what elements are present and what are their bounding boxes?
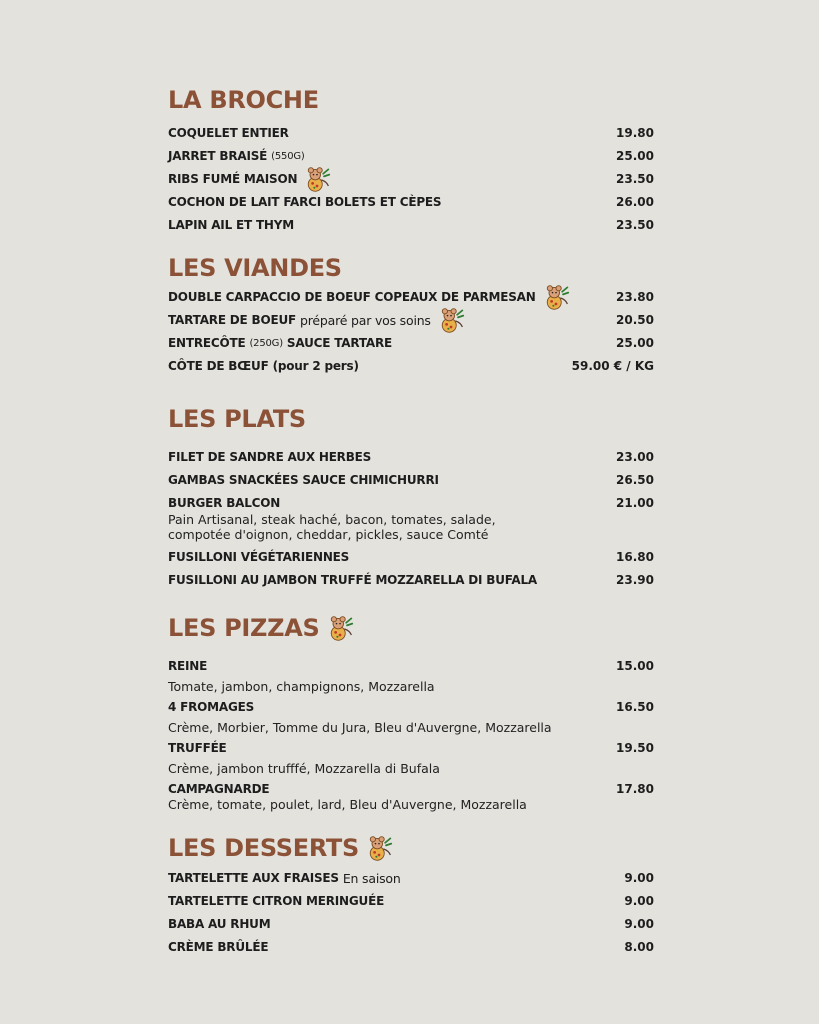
item-name: ENTRECÔTE (250G) SAUCE TARTARE	[168, 336, 393, 350]
item-price: 17.80	[616, 782, 654, 796]
item-price: 23.50	[616, 218, 654, 232]
chef-mascot-icon	[365, 834, 393, 862]
menu-item	[168, 915, 654, 933]
item-price: 9.00	[624, 871, 654, 885]
menu-item	[168, 193, 654, 211]
section-title: LES DESSERTS	[168, 834, 393, 862]
menu-item	[168, 494, 654, 512]
section-title: LES PIZZAS	[168, 614, 354, 642]
item-name: TARTELETTE CITRON MERINGUÉE	[168, 894, 385, 908]
menu-item	[168, 571, 654, 589]
item-name: CRÈME BRÛLÉE	[168, 940, 269, 954]
menu-item	[168, 892, 654, 910]
menu-item	[168, 471, 654, 489]
item-price: 20.50	[616, 313, 654, 327]
chef-mascot-icon	[303, 165, 331, 193]
item-price: 25.00	[616, 149, 654, 163]
item-weight-note: (250G)	[249, 337, 283, 349]
item-name: FUSILLONI AU JAMBON TRUFFÉ MOZZARELLA DI BUFALA	[168, 573, 538, 587]
item-description: Crème, tomate, poulet, lard, Bleu d'Auvergne, Mozzarella	[168, 797, 527, 812]
item-name-suffix: SAUCE TARTARE	[286, 336, 393, 350]
item-name: BURGER BALCON	[168, 496, 281, 510]
item-name: DOUBLE CARPACCIO DE BOEUF COPEAUX DE PARMESAN	[168, 288, 570, 306]
menu-item	[168, 698, 654, 716]
menu-item	[168, 938, 654, 956]
item-price: 23.90	[616, 573, 654, 587]
item-name: JARRET BRAISÉ (550G)	[168, 149, 305, 163]
item-name: LAPIN AIL ET THYM	[168, 218, 295, 232]
menu-item	[168, 124, 654, 142]
section-title: LES PLATS	[168, 405, 306, 433]
menu-item	[168, 334, 654, 352]
item-description: Tomate, jambon, champignons, Mozzarella	[168, 679, 435, 694]
item-name: TARTELETTE AUX FRAISES En saison	[168, 870, 401, 886]
item-note: préparé par vos soins	[300, 312, 431, 328]
item-name: BABA AU RHUM	[168, 917, 271, 931]
section-title: LES VIANDES	[168, 254, 342, 282]
item-price: 9.00	[624, 894, 654, 908]
item-name: TARTARE DE BOEUF préparé par vos soins	[168, 311, 465, 329]
menu-item	[168, 288, 654, 306]
item-price: 23.80	[616, 290, 654, 304]
item-name: 4 FROMAGES	[168, 700, 255, 714]
item-name: CAMPAGNARDE	[168, 782, 270, 796]
menu-item	[168, 869, 654, 887]
item-name: CÔTE DE BŒUF (pour 2 pers)	[168, 359, 359, 373]
item-description: Crème, Morbier, Tomme du Jura, Bleu d'Auvergne, Mozzarella	[168, 720, 552, 735]
item-price: 9.00	[624, 917, 654, 931]
item-price: 8.00	[624, 940, 654, 954]
item-price: 25.00	[616, 336, 654, 350]
chef-mascot-icon	[326, 614, 354, 642]
menu-item	[168, 311, 654, 329]
chef-mascot-icon	[542, 283, 570, 311]
item-price: 21.00	[616, 496, 654, 510]
item-name: COCHON DE LAIT FARCI BOLETS ET CÈPES	[168, 195, 442, 209]
item-name: RIBS FUMÉ MAISON	[168, 170, 331, 188]
menu-item	[168, 657, 654, 675]
item-name: TRUFFÉE	[168, 741, 227, 755]
item-price: 26.50	[616, 473, 654, 487]
item-price: 59.00 € / KG	[571, 359, 654, 373]
item-price: 16.80	[616, 550, 654, 564]
item-description: compotée d'oignon, cheddar, pickles, sauce Comté	[168, 527, 489, 542]
item-price: 15.00	[616, 659, 654, 673]
item-weight-note: (550G)	[271, 150, 305, 162]
menu-item	[168, 548, 654, 566]
item-price: 23.50	[616, 172, 654, 186]
menu-item	[168, 739, 654, 757]
item-note: En saison	[342, 870, 401, 886]
item-price: 19.80	[616, 126, 654, 140]
chef-mascot-icon	[437, 306, 465, 334]
item-name: REINE	[168, 659, 208, 673]
item-description: Crème, jambon trufffé, Mozzarella di Bufala	[168, 761, 440, 776]
item-name: FILET DE SANDRE AUX HERBES	[168, 450, 372, 464]
section-title: LA BROCHE	[168, 86, 319, 114]
menu-item	[168, 780, 654, 798]
item-name: COQUELET ENTIER	[168, 126, 289, 140]
item-price: 19.50	[616, 741, 654, 755]
item-name: FUSILLONI VÉGÉTARIENNES	[168, 550, 350, 564]
item-description: Pain Artisanal, steak haché, bacon, tomates, salade,	[168, 512, 496, 527]
item-price: 23.00	[616, 450, 654, 464]
menu-item	[168, 147, 654, 165]
item-price: 16.50	[616, 700, 654, 714]
menu-item	[168, 357, 654, 375]
menu-item	[168, 448, 654, 466]
menu-item	[168, 170, 654, 188]
item-price: 26.00	[616, 195, 654, 209]
item-name: GAMBAS SNACKÉES SAUCE CHIMICHURRI	[168, 473, 439, 487]
menu-item	[168, 216, 654, 234]
